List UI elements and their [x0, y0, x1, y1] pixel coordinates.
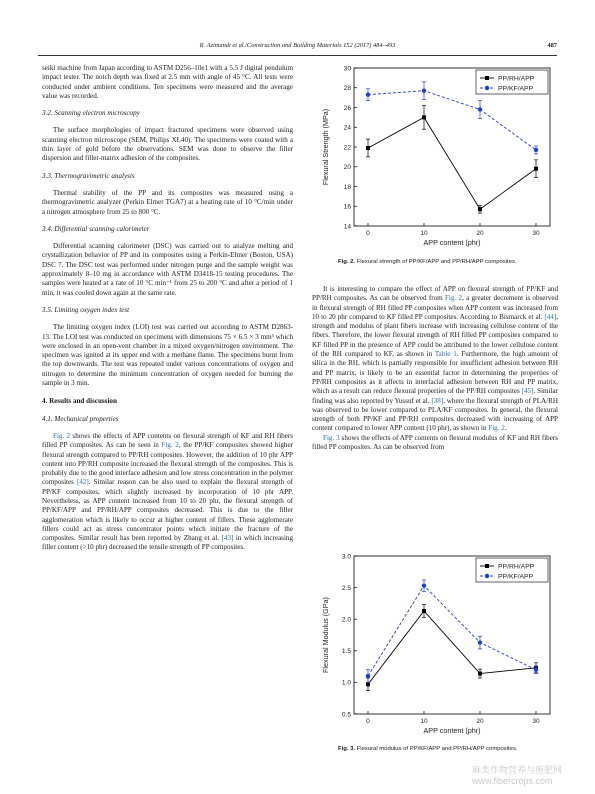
- fig2-y-tick-label: 28: [343, 85, 351, 93]
- fig3-series-2-point: [366, 674, 370, 678]
- figure-2-caption: Fig. 2. Flexural strength of PP/KF/APP and PP/RH/APP composites.: [338, 259, 517, 265]
- section-3-3-title: 3.3. Thermogravimetric analysis: [42, 171, 135, 180]
- page-number: 487: [547, 42, 557, 49]
- right-column: [312, 285, 558, 452]
- fig3-y-axis-label: Flexural Modulus (GPa): [321, 597, 330, 673]
- paragraph-mechanical: Fig. 2 shows the effects of APP contents on flexural strength of KF and RH fibers filled PP composites. As can be seen in Fig. 2, the PP/KF composites showed higher flexural strength compared to PP/RH composites. However, the addition of 10 phr APP content into PP/RH composite increased the flexural strength of the composites. This is probably due to the good interface adhesion and low stress concentration in the polymer composites [42]. Similar reason can be also used to explain the flexural strength of PP/KF composites, which slightly increased by incorporation of 10 phr APP. Nevertheless, as APP content increased from 10 to 20 phr, the flexural strength of PP/KF/APP and PP/RH/APP composites decreased. This is due to the filler agglomeration which is likely to occur at higher content of fillers. These agglomerate fillers could act as stress concentrator points which initiate the fracture of the composites. Similar result has been reported by Zhang et al. [43] in which increasing filler content (>10 phr) decreased the tensile strength of PP composites.: [42, 431, 294, 552]
- citation-link[interactable]: [38]: [431, 396, 444, 405]
- citation-link[interactable]: [44]: [544, 312, 557, 321]
- fig2-series-2-point: [366, 92, 370, 96]
- table1-link[interactable]: Table 1: [434, 350, 457, 359]
- fig3-y-tick-label: 3.0: [341, 553, 351, 561]
- header-rule: [38, 55, 557, 56]
- fig2-y-axis-label: Flexural Strength (MPa): [321, 108, 330, 186]
- fig2-x-tick-label: 20: [476, 230, 484, 237]
- flexural-strength-plot: [314, 60, 558, 246]
- fig3-y-tick-label: 1.5: [341, 648, 351, 656]
- fig3-x-tick-label: 30: [532, 718, 540, 725]
- fig3-series-2-point: [422, 584, 426, 588]
- citation-link[interactable]: [42]: [76, 478, 89, 487]
- fig3-legend-label: PP/KF/APP: [498, 573, 534, 581]
- section-3-2-title: 3.2. Scanning electron microscopy: [42, 109, 140, 118]
- paragraph-impact-test: seiki machine from Japan according to ASTM D256–10e1 with a 5.5 J digital pendulum impact tester. The notch depth was fixed at 2.5 mm with angle of 45 °C. All tests were conducted under ambient conditions. Ten specimens were measured and the average value was recorded.: [42, 64, 293, 100]
- fig2-series-1-point: [422, 115, 426, 119]
- figure-2-flexural-strength-chart: [314, 60, 558, 246]
- fig3-series-2-point: [534, 668, 538, 672]
- fig2-y-tick-label: 30: [343, 65, 351, 73]
- fig2-y-tick-label: 24: [343, 124, 351, 132]
- fig3-legend-label: PP/RH/APP: [498, 563, 535, 571]
- fig2-legend-marker: [485, 86, 489, 90]
- journal-citation: R. Azimandi et al./Construction and Building Materials 152 (2017) 484–493: [199, 42, 396, 49]
- paragraph-modulus: Fig. 3 shows the effects of APP contents on flexural modulus of KF and RH fibers filled PP composites. As can be observed from: [312, 433, 558, 452]
- paragraph-tga: Thermal stability of the PP and its composites was measured using a thermogravimetric analyzer (Perkin Elmer TGA7) at a heating rate of 10 °C/min under a nitrogen atmosphere from 25 to 800 °C.: [42, 188, 293, 216]
- fig3-y-tick-label: 0.5: [341, 711, 351, 719]
- fig3-x-tick-label: 20: [476, 718, 484, 725]
- fig2-y-tick-label: 20: [343, 164, 351, 172]
- fig2-legend-label: PP/RH/APP: [498, 75, 535, 83]
- fig2-x-axis-label: APP content (phr): [423, 238, 481, 247]
- fig2-link[interactable]: Fig. 2: [161, 441, 179, 450]
- paragraph-loi: The limiting oxygen index (LOI) test was carried out according to ASTM D2863-13. The LOI test was conducted on specimens with dimensions 75 × 6.5 × 3 mm³ which were enclosed in an open-vent chamber in a mixed oxygen/nitrogen environment. The specimen was ignited at its upper end with a methane flame. The specimens burnt from the top downwards. The test was repeated under various concentrations of oxygen and nitrogen to determine the minimum concentration of oxygen needed for burning the sample in 3 min.: [42, 323, 293, 388]
- figure-3-flexural-modulus-chart: [314, 548, 558, 734]
- fig2-link[interactable]: Fig. 2: [444, 294, 463, 303]
- fig3-x-tick-label: 0: [366, 718, 370, 725]
- fig2-series-2-point: [422, 89, 426, 93]
- paragraph-dsc: Differential scanning calorimeter (DSC) was carried out to analyze melting and crystallization behavior of PP and its composites using a Perkin-Elmer (Boston, USA) DSC 7. The DSC test was performed under nitrogen purge and the sample weight was approximately 8–10 mg in accordance with ASTM D3418-15 testing procedures. The samples were heated at a rate of 10 °C min⁻¹ from 25 to 200 °C and after a period of 1 min, it was cooled down again at the same rate.: [42, 242, 293, 297]
- flexural-modulus-plot: [314, 548, 558, 734]
- citation-link[interactable]: [43]: [221, 534, 234, 543]
- fig2-x-tick-label: 30: [532, 230, 540, 237]
- fig2-link[interactable]: Fig. 2: [53, 431, 71, 440]
- paragraph-comparison: It is interesting to compare the effect of APP on flexural strength of PP/KF and PP/RH composites. As can be observed from Fig. 2, a greater decrement is observed in flexural strength of RH filled PP composites when APP content was increased from 10 to 20 phr compared to KF filled PP composites. According to Bismarck et al. [44], strength and modulus of plant fibers increase with increasing cellulose content of the fibers. Therefore, the lower flexural strength of RH filled PP composites compared to KF filled PP in the presence of APP could be attributed to the lower cellulose content of the RH compared to KF, as shown in Table 1. Furthermore, the high amount of silica in the RH, which is partially responsible for insufficient adhesion between RH and PP matrix, is likely to be an essential factor in determining the properties of PP/RH composites as it affects in interfacial adhesion between RH and PP matrix, which as a result can reduce flexural properties of the PP/RH composites [45]. Similar finding was also reported by Yussuf et al. [38], where the flexural strength of PLA/RH was observed to be lower compared to PLA/KF composites. In general, the flexural strength of both PP/KF and PP/RH composites decreased with increasing of APP content compared to lower APP content (10 phr), as shown in Fig. 2.: [312, 285, 559, 433]
- fig3-x-axis-label: APP content (phr): [423, 726, 481, 735]
- fig2-series-1-point: [534, 167, 538, 171]
- fig2-y-tick-label: 22: [343, 144, 351, 152]
- fig3-series-1-point: [366, 682, 370, 686]
- fig2-legend-marker: [485, 76, 489, 80]
- fig3-legend-marker: [485, 564, 489, 568]
- watermark: 麻类作物营养与施肥网 www.fibercrops.com: [472, 765, 563, 786]
- left-column: [42, 64, 293, 553]
- fig3-series-1-line: [368, 611, 536, 684]
- fig3-y-tick-label: 2.0: [341, 616, 351, 624]
- fig3-y-tick-label: 2.5: [341, 584, 351, 592]
- section-4-1-title: 4.1. Mechanical properties: [42, 414, 119, 423]
- fig2-series-1-line: [368, 117, 536, 209]
- fig3-series-1-point: [422, 609, 426, 613]
- fig2-series-2-line: [368, 91, 536, 150]
- fig3-series-2-point: [478, 640, 482, 644]
- fig2-series-2-point: [478, 107, 482, 111]
- fig2-y-tick-label: 14: [343, 223, 351, 231]
- fig2-x-tick-label: 0: [366, 230, 370, 237]
- figure-3-caption: Fig. 3. Flexural modulus of PP/KF/APP and PP/RH/APP composites.: [338, 746, 518, 752]
- fig2-y-tick-label: 18: [343, 183, 351, 191]
- running-header: [38, 42, 557, 56]
- citation-link[interactable]: [45]: [521, 387, 534, 396]
- fig3-series-2-line: [368, 586, 536, 676]
- fig2-legend-label: PP/KF/APP: [498, 85, 534, 93]
- fig2-y-tick-label: 26: [343, 104, 351, 112]
- fig2-x-tick-label: 10: [420, 230, 428, 237]
- fig3-series-1-point: [478, 672, 482, 676]
- section-3-5-title: 3.5. Limiting oxygen index test: [42, 305, 130, 314]
- fig3-x-tick-label: 10: [420, 718, 428, 725]
- fig2-series-1-point: [478, 207, 482, 211]
- paragraph-sem: The surface morphologies of impact fractured specimens were observed using scanning electron microscope (SEM, Philips XL40). The specimens were coated with a thin layer of gold before the observations. SEM was done to observe the filler dispersion and filler-matrix adhesion of the composites.: [42, 126, 293, 163]
- section-3-4-title: 3.4. Differential scanning calorimeter: [42, 224, 150, 233]
- fig3-y-tick-label: 1.0: [341, 679, 351, 687]
- fig2-y-tick-label: 16: [343, 203, 351, 211]
- fig3-legend-marker: [485, 574, 489, 578]
- fig2-series-1-point: [366, 146, 370, 150]
- section-4-title: 4. Results and discussion: [42, 397, 117, 406]
- fig3-link[interactable]: Fig. 3: [323, 433, 340, 442]
- fig2-link[interactable]: Fig. 2: [488, 424, 505, 433]
- fig2-series-2-point: [534, 148, 538, 152]
